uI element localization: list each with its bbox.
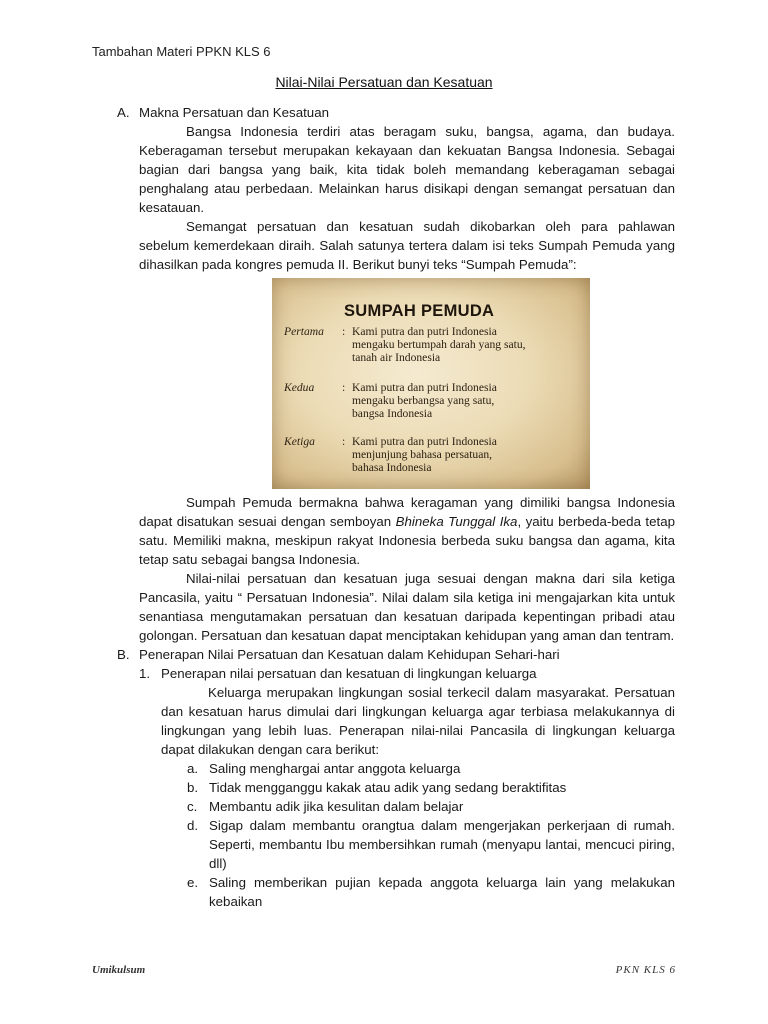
sumpah-colon: : — [342, 435, 346, 448]
section-a-paragraph-2: Semangat persatuan dan kesatuan sudah dikobarkan oleh para pahlawan sebelum kemerdekaan diraih. Salah satunya tertera dalam isi teks Sumpah Pemuda yang dihasilkan pada kongres pemuda II. Berikut bunyi teks “Sumpah Pemuda”: — [139, 219, 675, 272]
item-1-paragraph: Keluarga merupakan lingkungan sosial terkecil dalam masyarakat. Persatuan dan kesatuan harus dimulai dari lingkungan keluarga agar terbiasa melakukannya di lingkungan yang lebih luas. Penerapan nilai-nilai Pancasila di lingkungan keluarga dapat dilakukan dengan cara berikut: — [161, 685, 675, 757]
section-b-letter: B. — [117, 647, 130, 662]
section-a-title: Makna Persatuan dan Kesatuan — [139, 105, 329, 120]
sumpah-line: mengaku berbangsa yang satu, — [352, 394, 495, 407]
list-item — [187, 778, 675, 797]
section-b-heading — [113, 645, 675, 664]
item-1-number: 1. — [139, 666, 151, 681]
list-item — [187, 873, 675, 911]
list-item-text: Saling memberikan pujian kepada anggota keluarga lain yang melakukan kebaikan — [209, 875, 675, 909]
sumpah-line: tanah air Indonesia — [352, 351, 441, 364]
sumpah-pemuda-title: SUMPAH PEMUDA — [344, 302, 495, 320]
sumpah-text — [352, 381, 584, 420]
list-item-text: Saling menghargai antar anggota keluarga — [209, 761, 461, 776]
sumpah-text — [352, 435, 584, 474]
sumpah-line: Kami putra dan putri Indonesia — [352, 435, 497, 448]
sumpah-text — [352, 325, 584, 364]
footer-author: Umikulsum — [92, 964, 146, 976]
section-b-title: Penerapan Nilai Persatuan dan Kesatuan dalam Kehidupan Sehari-hari — [139, 647, 560, 662]
sumpah-colon: : — [342, 381, 346, 394]
sumpah-label: Kedua — [284, 381, 315, 394]
item-1-title: Penerapan nilai persatuan dan kesatuan di lingkungan keluarga — [161, 666, 537, 681]
section-a-letter: A. — [117, 105, 130, 120]
list-marker: a. — [187, 761, 199, 776]
list-item — [187, 759, 675, 778]
sumpah-label: Ketiga — [284, 435, 315, 448]
paragraph-text: Sumpah Pemuda bermakna bahwa keragaman yang dimiliki bangsa Indonesia dapat disatukan sesuai dengan semboyan — [139, 495, 675, 529]
sumpah-line: bangsa Indonesia — [352, 407, 433, 420]
footer-course: PKN KLS 6 — [615, 964, 676, 976]
paragraph-text: , yaitu berbeda-beda tetap satu. Memiliki makna, meskipun rakyat Indonesia berbeda suku bangsa dan agama, kita tetap satu sebagai bangsa Indonesia. — [139, 514, 675, 567]
section-a-paragraph-4: Nilai-nilai persatuan dan kesatuan juga sesuai dengan makna dari sila ketiga Pancasila, yaitu “ Persatuan Indonesia”. Nilai dalam sila ketiga ini mengajarkan kita untuk senantiasa mengutamakan persatuan dan kesatuan daripada kepentingan pribadi atau golongan. Persatuan dan kesatuan dapat menciptakan kehidupan yang aman dan tentram. — [139, 571, 675, 643]
sumpah-pemuda-image — [272, 278, 590, 489]
document-body — [113, 103, 675, 911]
sumpah-line: mengaku bertumpah darah yang satu, — [352, 338, 526, 351]
item-1-heading — [113, 664, 675, 683]
list-item — [187, 816, 675, 873]
document-header: Tambahan Materi PPKN KLS 6 — [92, 44, 271, 59]
sumpah-label: Pertama — [284, 325, 324, 338]
section-a-paragraph-3 — [113, 493, 675, 569]
page-title: Nilai-Nilai Persatuan dan Kesatuan — [275, 74, 493, 90]
list-marker: c. — [187, 799, 198, 814]
sumpah-line: Kami putra dan putri Indonesia — [352, 381, 497, 394]
list-marker: b. — [187, 780, 199, 795]
list-item — [187, 797, 675, 816]
sumpah-line: menjunjung bahasa persatuan, — [352, 448, 493, 461]
sumpah-line: Kami putra dan putri Indonesia — [352, 325, 497, 338]
list-marker: d. — [187, 818, 199, 833]
list-item-text: Membantu adik jika kesulitan dalam belajar — [209, 799, 464, 814]
motto-text: Bhineka Tunggal Ika — [395, 514, 518, 529]
list-item-text: Sigap dalam membantu orangtua dalam mengerjakan perkerjaan di rumah. Seperti, membantu Ibu membersihkan rumah (menyapu lantai, mencuci piring, dll) — [209, 818, 675, 871]
section-a-paragraph-1: Bangsa Indonesia terdiri atas beragam suku, bangsa, agama, dan budaya. Keberagaman tersebut merupakan kekayaan dan kekuatan Bangsa Indonesia. Sebagai bagian dari bangsa yang baik, kita tidak boleh memandang keberagaman sebagai penghalang atau perbedaan. Melainkan harus disikapi dengan semangat persatuan dan kesatauan. — [139, 124, 675, 215]
list-marker: e. — [187, 875, 199, 890]
sumpah-line: bahasa Indonesia — [352, 461, 432, 474]
list-item-text: Tidak mengganggu kakak atau adik yang sedang beraktifitas — [209, 780, 567, 795]
section-a-heading — [113, 103, 675, 122]
family-values-list — [113, 759, 675, 911]
sumpah-colon: : — [342, 325, 346, 338]
